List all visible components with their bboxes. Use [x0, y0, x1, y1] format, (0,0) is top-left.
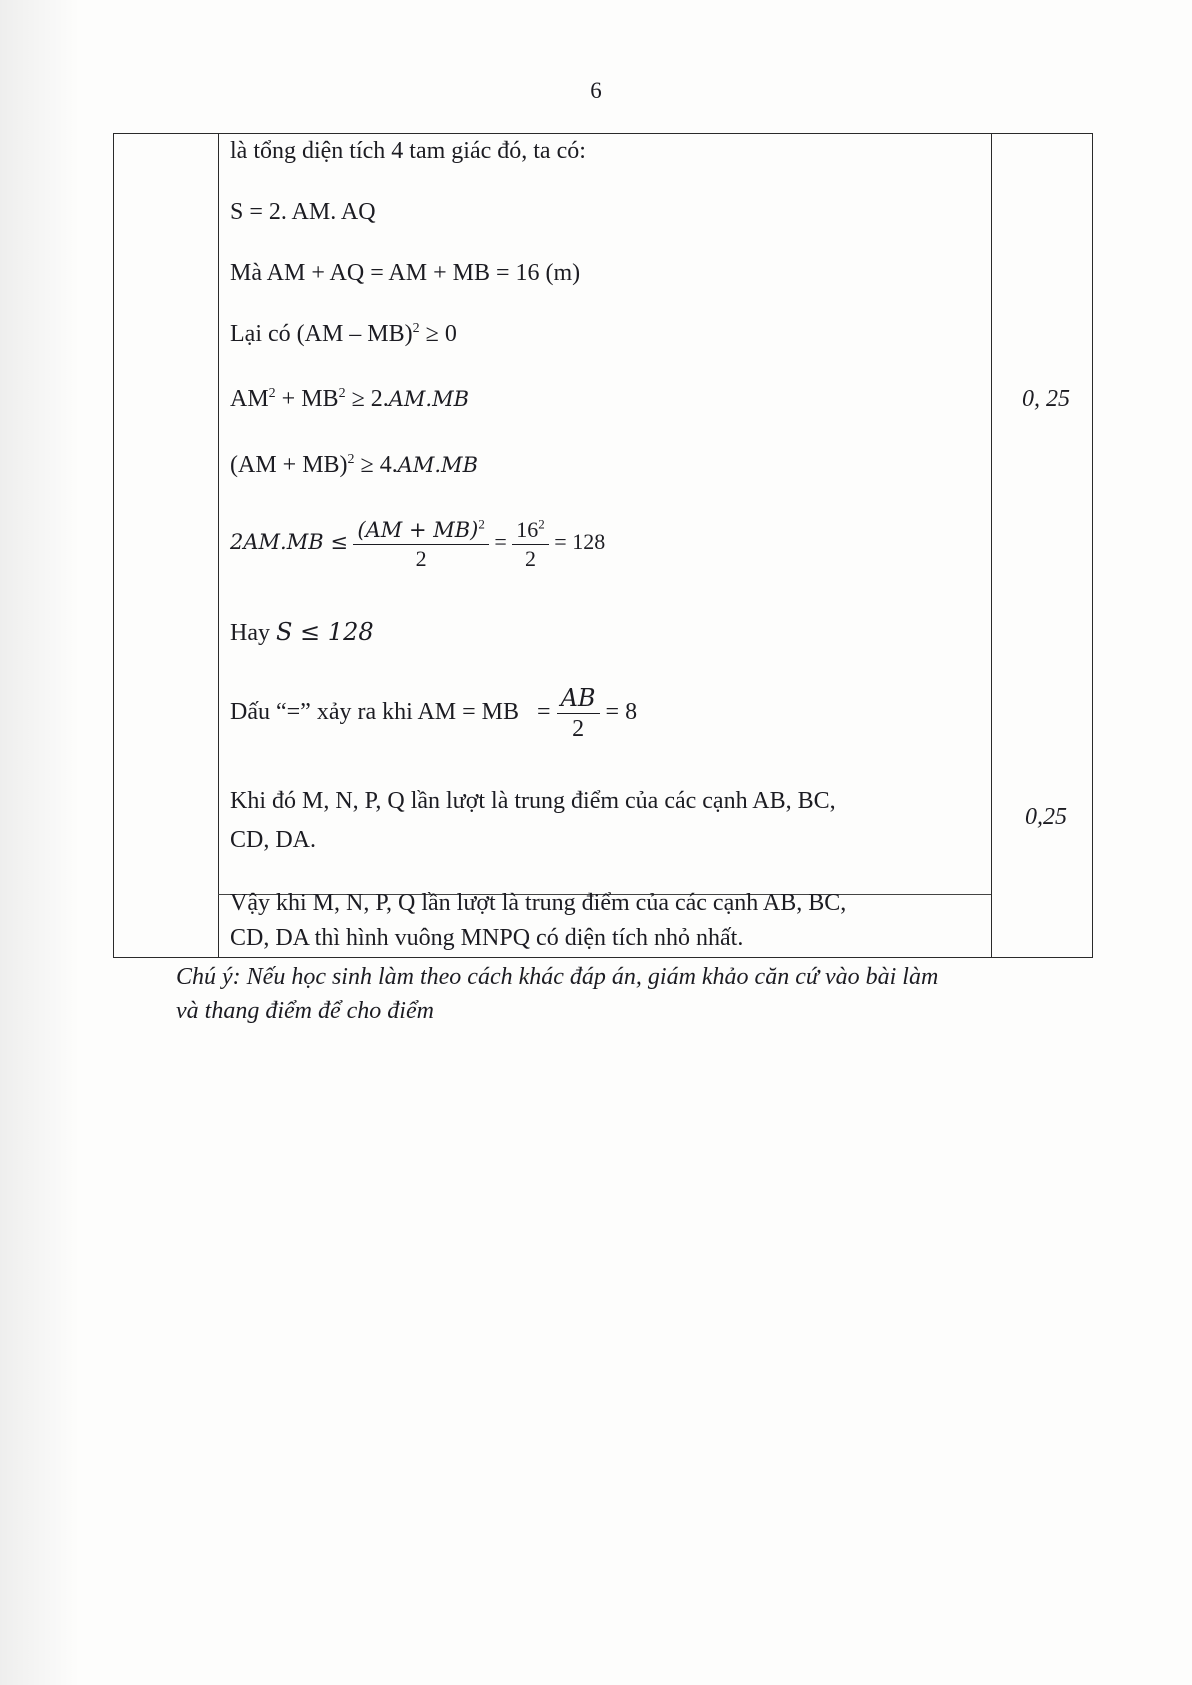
line7-eq: = [494, 529, 507, 555]
line5-a: AM [230, 386, 269, 412]
column-divider-right [991, 134, 992, 957]
solution-line-11a: Vậy khi M, N, P, Q lần lượt là trung điểm của các cạnh AB, BC, [230, 890, 847, 916]
solution-line-7 [230, 516, 605, 572]
page-number: 6 [590, 78, 602, 103]
solution-line-5 [230, 386, 469, 413]
solution-line-10a: Khi đó M, N, P, Q lần lượt là trung điểm của các cạnh AB, BC, [230, 788, 836, 814]
fraction-1-den: 2 [415, 545, 427, 571]
fraction-1 [353, 516, 488, 572]
line5-c: ≥ 2. [345, 386, 389, 412]
fraction-2-sup: 2 [538, 516, 545, 532]
fraction-2-den: 2 [525, 545, 537, 571]
note-line-1: Chú ý: Nếu học sinh làm theo cách khác đáp án, giám khảo căn cứ vào bài làm [176, 964, 939, 990]
line5-b: + MB [275, 386, 339, 412]
line8-math: S ≤ 128 [275, 618, 374, 646]
line6-c: ≥ 4. [354, 452, 398, 478]
line9-text: Dấu “=” xảy ra khi AM = MB [230, 699, 520, 726]
solution-line-3: Mà AM + AQ = AM + MB = 16 (m) [230, 260, 581, 286]
solution-line-9 [230, 683, 637, 744]
solution-line-1: là tổng diện tích 4 tam giác đó, ta có: [230, 138, 586, 164]
score-1: 0, 25 [1022, 386, 1070, 412]
line7-lhs: 2AM.MB ≤ [230, 530, 348, 555]
fraction-ab-num: AB [557, 683, 600, 714]
line4-sup: 2 [412, 321, 420, 336]
line5-sup1: 2 [268, 386, 276, 401]
fraction-1-sup: 2 [478, 516, 485, 532]
fraction-ab [557, 683, 600, 744]
column-divider-left [218, 134, 219, 957]
line6-sup: 2 [347, 452, 355, 467]
fraction-1-num: (AM + MB) [357, 518, 479, 542]
solution-line-11b: CD, DA thì hình vuông MNPQ có diện tích nhỏ nhất. [230, 925, 744, 951]
line5-italic: AM.MB [388, 387, 470, 411]
fraction-ab-den: 2 [572, 716, 585, 742]
score-2: 0,25 [1025, 804, 1067, 830]
line7-result: = 128 [554, 529, 606, 555]
fraction-2 [512, 516, 549, 572]
line4-suffix: ≥ 0 [419, 321, 457, 347]
solution-line-4 [230, 321, 457, 348]
line6-italic: AM.MB [397, 453, 478, 477]
solution-line-10b: CD, DA. [230, 827, 317, 853]
line8-text: Hay [230, 620, 276, 646]
solution-line-8 [230, 618, 374, 647]
line9-result: = 8 [605, 699, 638, 726]
line5-sup2: 2 [338, 386, 346, 401]
solution-line-6 [230, 452, 478, 479]
note-line-2: và thang điểm để cho điểm [176, 998, 434, 1024]
fraction-2-num: 16 [516, 517, 539, 542]
solution-line-2: S = 2. AM. AQ [230, 199, 376, 225]
line4-prefix: Lại có (AM – MB) [230, 321, 413, 347]
line6-a: (AM + MB) [230, 452, 348, 478]
scan-shadow [0, 0, 80, 1685]
line9-eq: = [537, 699, 551, 726]
